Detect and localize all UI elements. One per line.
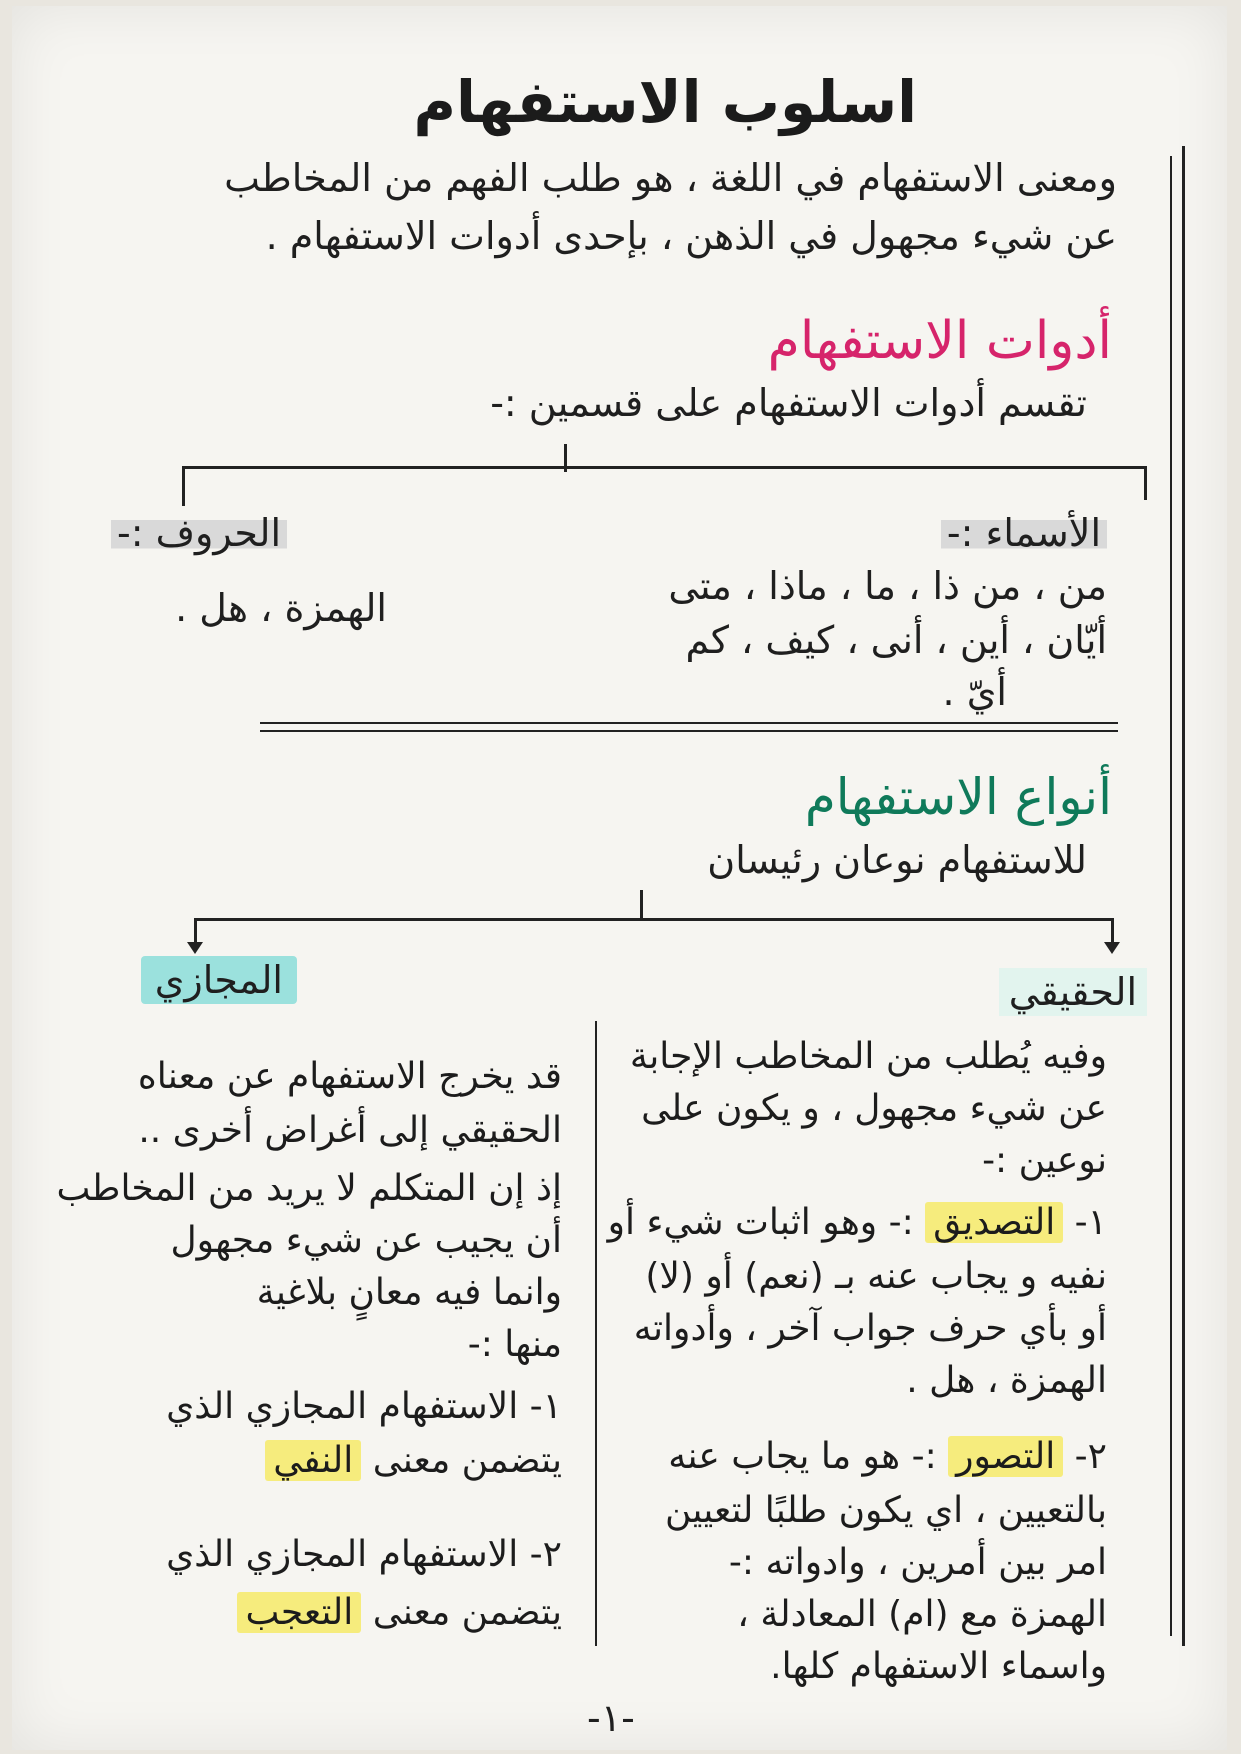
types-tree-left: [194, 918, 197, 944]
types-tree-right: [1111, 918, 1114, 944]
column-divider: [595, 1021, 597, 1646]
tools-heading: أدوات الاستفهام: [767, 311, 1112, 371]
fig-line-2: الحقيقي إلى أغراض أخرى ..: [138, 1110, 562, 1151]
page-title: اسلوب الاستفهام: [413, 68, 917, 136]
fig-item2-prefix: يتضمن معنى: [372, 1592, 562, 1633]
real-line-3: نوعين :-: [982, 1140, 1107, 1181]
figurative-label: [141, 958, 297, 1002]
tasdiq-line-4: الهمزة ، هل .: [906, 1360, 1107, 1401]
fig-line-5: وانما فيه معانٍ بلاغية: [256, 1272, 562, 1313]
tasawwur-line-4: الهمزة مع (ام) المعادلة ،: [737, 1594, 1107, 1635]
tasdiq-line-2: نفيه و يجاب عنه بـ (نعم) أو (لا): [645, 1256, 1107, 1297]
tasawwur-line-3: امر بين أمرين ، وادواته :-: [728, 1542, 1107, 1583]
separator-line-1: [260, 722, 1118, 724]
fig-item2-line-1: ٢- الاستفهام المجازي الذي: [166, 1534, 562, 1575]
fig-line-1: قد يخرج الاستفهام عن معناه: [137, 1056, 562, 1097]
fig-line-3: إذ إن المتكلم لا يريد من المخاطب: [56, 1168, 562, 1209]
real-label: [999, 970, 1147, 1014]
arrow-down-right-icon: [1104, 942, 1120, 954]
notebook-page: [12, 6, 1227, 1750]
tasdiq-def: :- وهو اثبات شيء أو: [607, 1202, 914, 1243]
tools-tree-bar: [182, 466, 1147, 469]
nouns-label-text: الأسماء :-: [941, 511, 1107, 555]
separator-line-2: [260, 730, 1118, 732]
real-line-1: وفيه يُطلب من المخاطب الإجابة: [629, 1036, 1107, 1077]
fig-item1-highlight: النفي: [265, 1440, 361, 1481]
intro-line-1: ومعنى الاستفهام في اللغة ، هو طلب الفهم من المخاطب: [224, 156, 1117, 200]
letters-items: الهمزة ، هل .: [175, 586, 387, 630]
nouns-line-1: من ، من ذا ، ما ، ماذا ، متى: [668, 564, 1107, 608]
fig-item2-line-2: [237, 1592, 562, 1633]
nouns-line-2: أيّان ، أين ، أنى ، كيف ، كم: [685, 618, 1107, 662]
fig-item1-prefix: يتضمن معنى: [372, 1440, 562, 1481]
tasdiq-line-3: أو بأي حرف جواب آخر ، وأدواته: [633, 1308, 1107, 1349]
tools-tree-right: [1144, 466, 1147, 500]
tasawwur-def: :- هو ما يجاب عنه: [668, 1436, 937, 1477]
letters-label: [111, 511, 287, 555]
fig-line-4: أن يجيب عن شيء مجهول: [170, 1220, 562, 1261]
fig-item2-highlight: التعجب: [237, 1592, 361, 1633]
tools-tree-left: [182, 466, 185, 506]
fig-line-6: منها :-: [467, 1324, 562, 1365]
arrow-down-left-icon: [187, 942, 203, 954]
types-heading: أنواع الاستفهام: [804, 768, 1112, 826]
tasawwur-line-2: بالتعيين ، اي يكون طلبًا لتعيين: [664, 1490, 1107, 1531]
intro-line-2: عن شيء مجهول في الذهن ، بإحدى أدوات الاستفهام .: [265, 214, 1117, 258]
margin-line-inner: [1170, 156, 1172, 1636]
real-line-2: عن شيء مجهول ، و يكون على: [641, 1088, 1107, 1129]
page-number: -١-: [587, 1696, 635, 1740]
real-label-text: الحقيقي: [999, 968, 1147, 1016]
types-intro: للاستفهام نوعان رئيسان: [707, 838, 1087, 882]
figurative-label-text: المجازي: [141, 956, 297, 1004]
tasdiq-line-1: [608, 1202, 1107, 1243]
nouns-line-3: أيّ .: [942, 670, 1007, 714]
tasawwur-line-1: [668, 1436, 1107, 1477]
tasdiq-label: التصديق: [925, 1202, 1063, 1243]
nouns-label: [941, 511, 1107, 555]
tasawwur-label: التصور: [948, 1436, 1063, 1477]
tasawwur-line-5: واسماء الاستفهام كلها.: [770, 1646, 1107, 1687]
types-tree-stem: [640, 890, 643, 920]
fig-item1-line-1: ١- الاستفهام المجازي الذي: [166, 1386, 562, 1427]
letters-label-text: الحروف :-: [111, 511, 287, 555]
types-tree-bar: [194, 918, 1114, 921]
tasdiq-num: ١-: [1074, 1202, 1107, 1243]
tools-split: تقسم أدوات الاستفهام على قسمين :-: [490, 381, 1087, 425]
tasawwur-num: ٢-: [1074, 1436, 1107, 1477]
fig-item1-line-2: [265, 1440, 562, 1481]
margin-line-outer: [1182, 146, 1185, 1646]
